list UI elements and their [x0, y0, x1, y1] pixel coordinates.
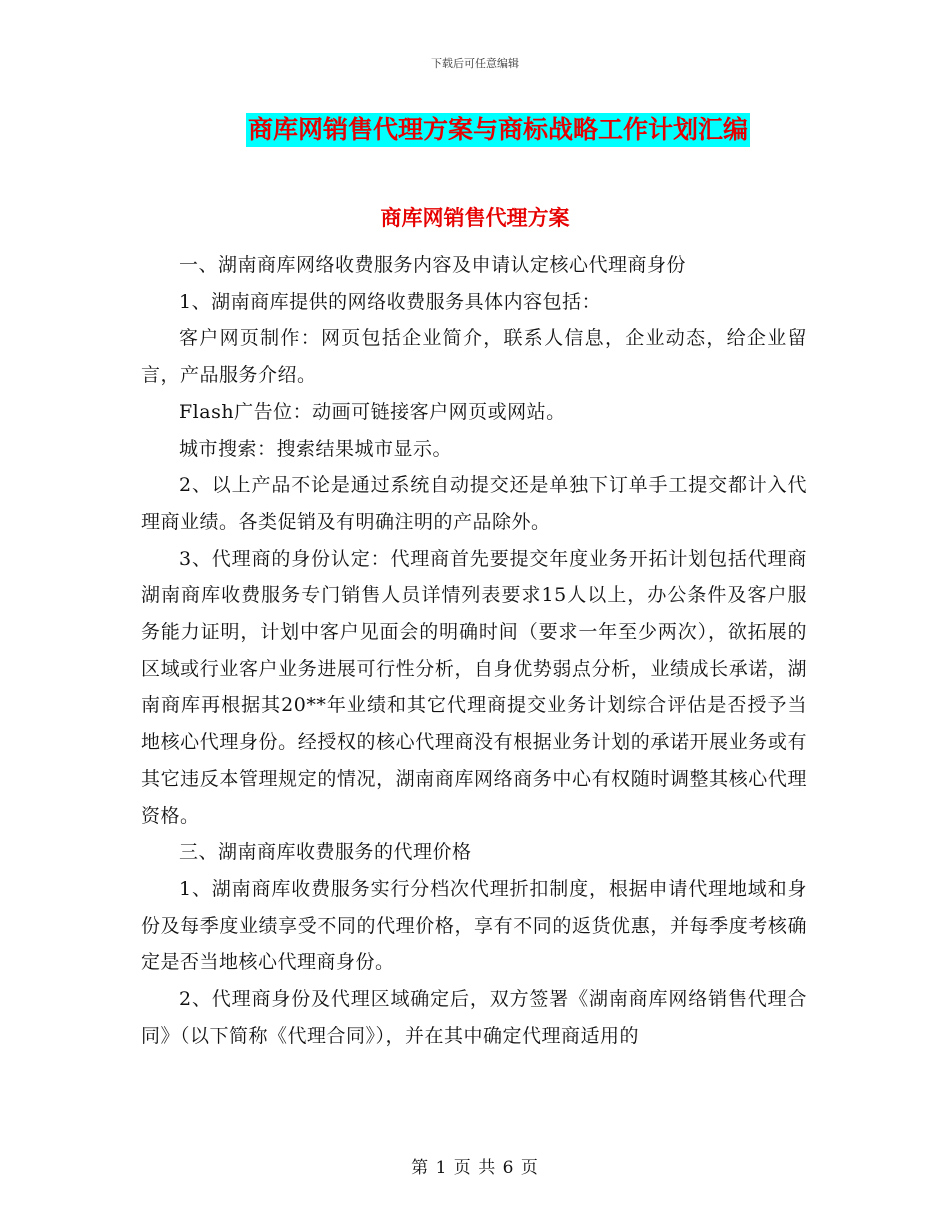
paragraph: 客户网页制作：网页包括企业简介，联系人信息，企业动态，给企业留言，产品服务介绍。 [141, 327, 807, 387]
paragraph: 三、湖南商库收费服务的代理价格 [179, 841, 472, 864]
paragraph: 3、代理商的身份认定：代理商首先要提交年度业务开拓计划包括代理商湖南商库收费服务专门销售人员详情列表要求15人以上，办公条件及客户服务能力证明，计划中客户见面会的明确时间（要求一年至少两次），欲拓展的区域或行业客户业务进展可行性分析，自身优势弱点分析，业绩成长承诺，湖南商库再根据其20**年业绩和其它代理商提交业务计划综合评估是否授予当地核心代理身份。经授权的核心代理商没有根据业务计划的承诺开展业务或有其它违反本管理规定的情况，湖南商库网络商务中心有权随时调整其核心代理资格。 [141, 547, 807, 827]
paragraph: Flash广告位：动画可链接客户网页或网站。 [179, 400, 566, 423]
paragraph: 一、湖南商库网络收费服务内容及申请认定核心代理商身份 [179, 254, 687, 276]
paragraph: 1、湖南商库收费服务实行分档次代理折扣制度，根据申请代理地域和身份及每季度业绩享受不同的代理价格，享有不同的返货优惠，并每季度考核确定是否当地核心代理商身份。 [141, 877, 807, 974]
document-title: 商库网销售代理方案与商标战略工作计划汇编 [246, 113, 750, 147]
paragraph: 1、湖南商库提供的网络收费服务具体内容包括： [179, 290, 602, 313]
body-text [141, 247, 807, 1054]
paragraph: 城市搜索：搜索结果城市显示。 [179, 437, 453, 460]
paragraph: 2、以上产品不论是通过系统自动提交还是单独下订单手工提交都计入代理商业绩。各类促销及有明确注明的产品除外。 [141, 474, 807, 533]
document-title-wrap [0, 113, 950, 147]
paragraph: 2、代理商身份及代理区域确定后，双方签署《湖南商库网络销售代理合同》（以下简称《代理合同》），并在其中确定代理商适用的 [141, 988, 807, 1047]
header-note: 下载后可任意编辑 [431, 57, 519, 70]
page-footer: 第 1 页 共 6 页 [411, 1158, 539, 1178]
section-title: 商库网销售代理方案 [380, 206, 570, 230]
